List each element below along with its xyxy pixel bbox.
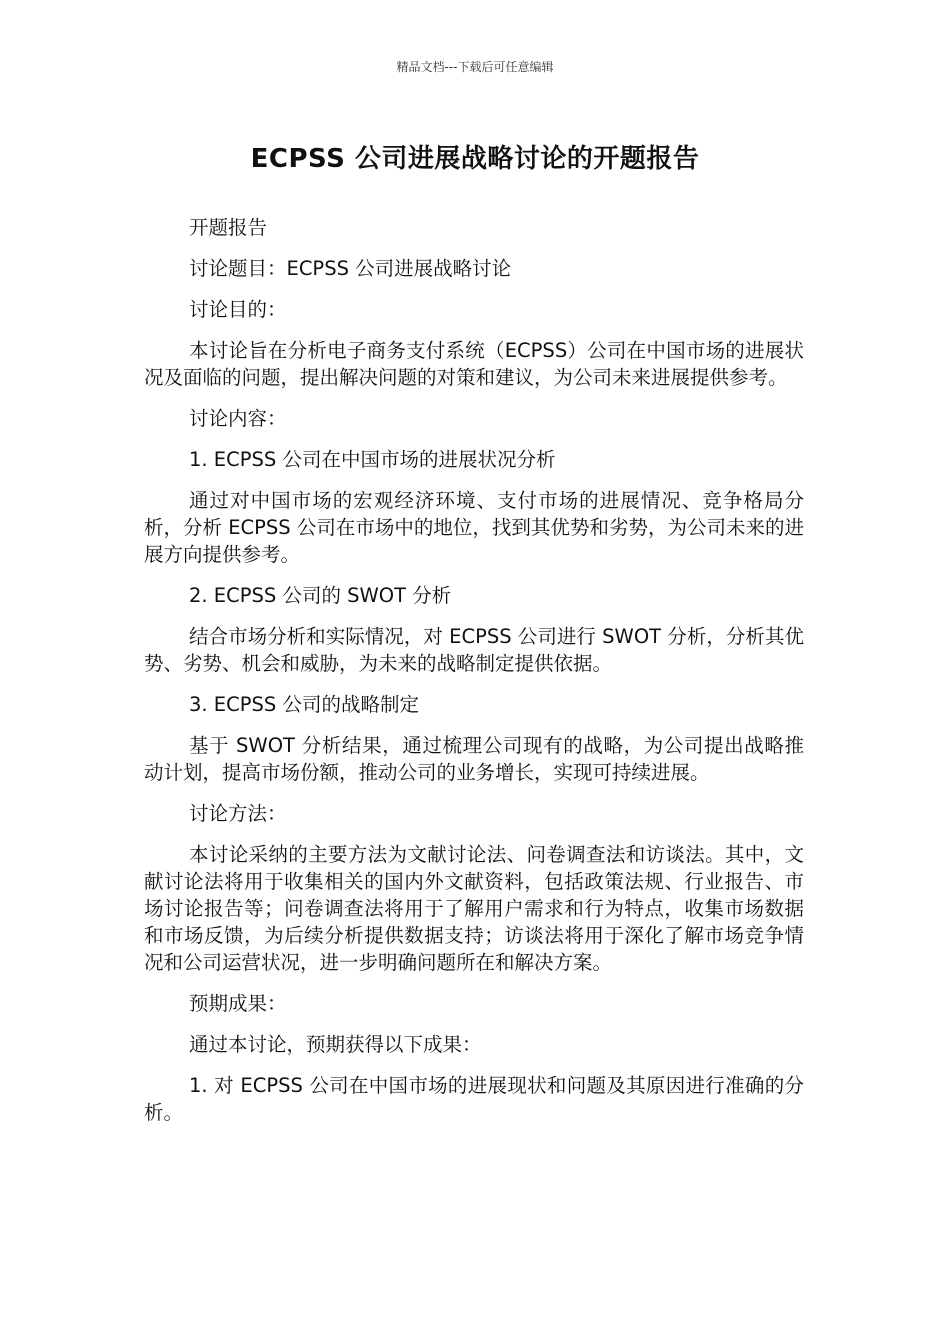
- paragraph: 讨论内容：: [189, 407, 287, 430]
- document-title: ECPSS 公司进展战略讨论的开题报告: [250, 144, 700, 174]
- paragraph: 1. ECPSS 公司在中国市场的进展状况分析: [189, 448, 556, 471]
- paragraph: 预期成果：: [189, 992, 287, 1015]
- paragraph: 1. 对 ECPSS 公司在中国市场的进展现状和问题及其原因进行准确的分析。: [144, 1074, 804, 1124]
- paragraph: 2. ECPSS 公司的 SWOT 分析: [189, 584, 452, 607]
- paragraph: 开题报告: [189, 216, 268, 239]
- paragraph: 讨论方法：: [189, 802, 287, 825]
- paragraph: 结合市场分析和实际情况，对 ECPSS 公司进行 SWOT 分析，分析其优势、劣势、机会和威胁，为未来的战略制定提供依据。: [144, 625, 804, 675]
- paragraph: 讨论题目：ECPSS 公司进展战略讨论: [189, 257, 512, 280]
- header-note: 精品文档---下载后可任意编辑: [396, 60, 554, 74]
- paragraph: 通过对中国市场的宏观经济环境、支付市场的进展情况、竞争格局分析，分析 ECPSS 公司在市场中的地位，找到其优势和劣势，为公司未来的进展方向提供参考。: [144, 489, 804, 566]
- paragraph: 本讨论旨在分析电子商务支付系统（ECPSS）公司在中国市场的进展状况及面临的问题，提出解决问题的对策和建议，为公司未来进展提供参考。: [144, 339, 804, 389]
- paragraph: 通过本讨论，预期获得以下成果：: [189, 1033, 482, 1056]
- paragraph: 基于 SWOT 分析结果，通过梳理公司现有的战略，为公司提出战略推动计划，提高市场份额，推动公司的业务增长，实现可持续进展。: [144, 734, 804, 784]
- paragraph: 3. ECPSS 公司的战略制定: [189, 693, 419, 716]
- paragraph: 讨论目的：: [189, 298, 287, 321]
- document-body: [144, 214, 804, 1140]
- paragraph: 本讨论采纳的主要方法为文献讨论法、问卷调查法和访谈法。其中，文献讨论法将用于收集相关的国内外文献资料，包括政策法规、行业报告、市场讨论报告等；问卷调查法将用于了解用户需求和行为特点，收集市场数据和市场反馈，为后续分析提供数据支持；访谈法将用于深化了解市场竞争情况和公司运营状况，进一步明确问题所在和解决方案。: [144, 843, 804, 974]
